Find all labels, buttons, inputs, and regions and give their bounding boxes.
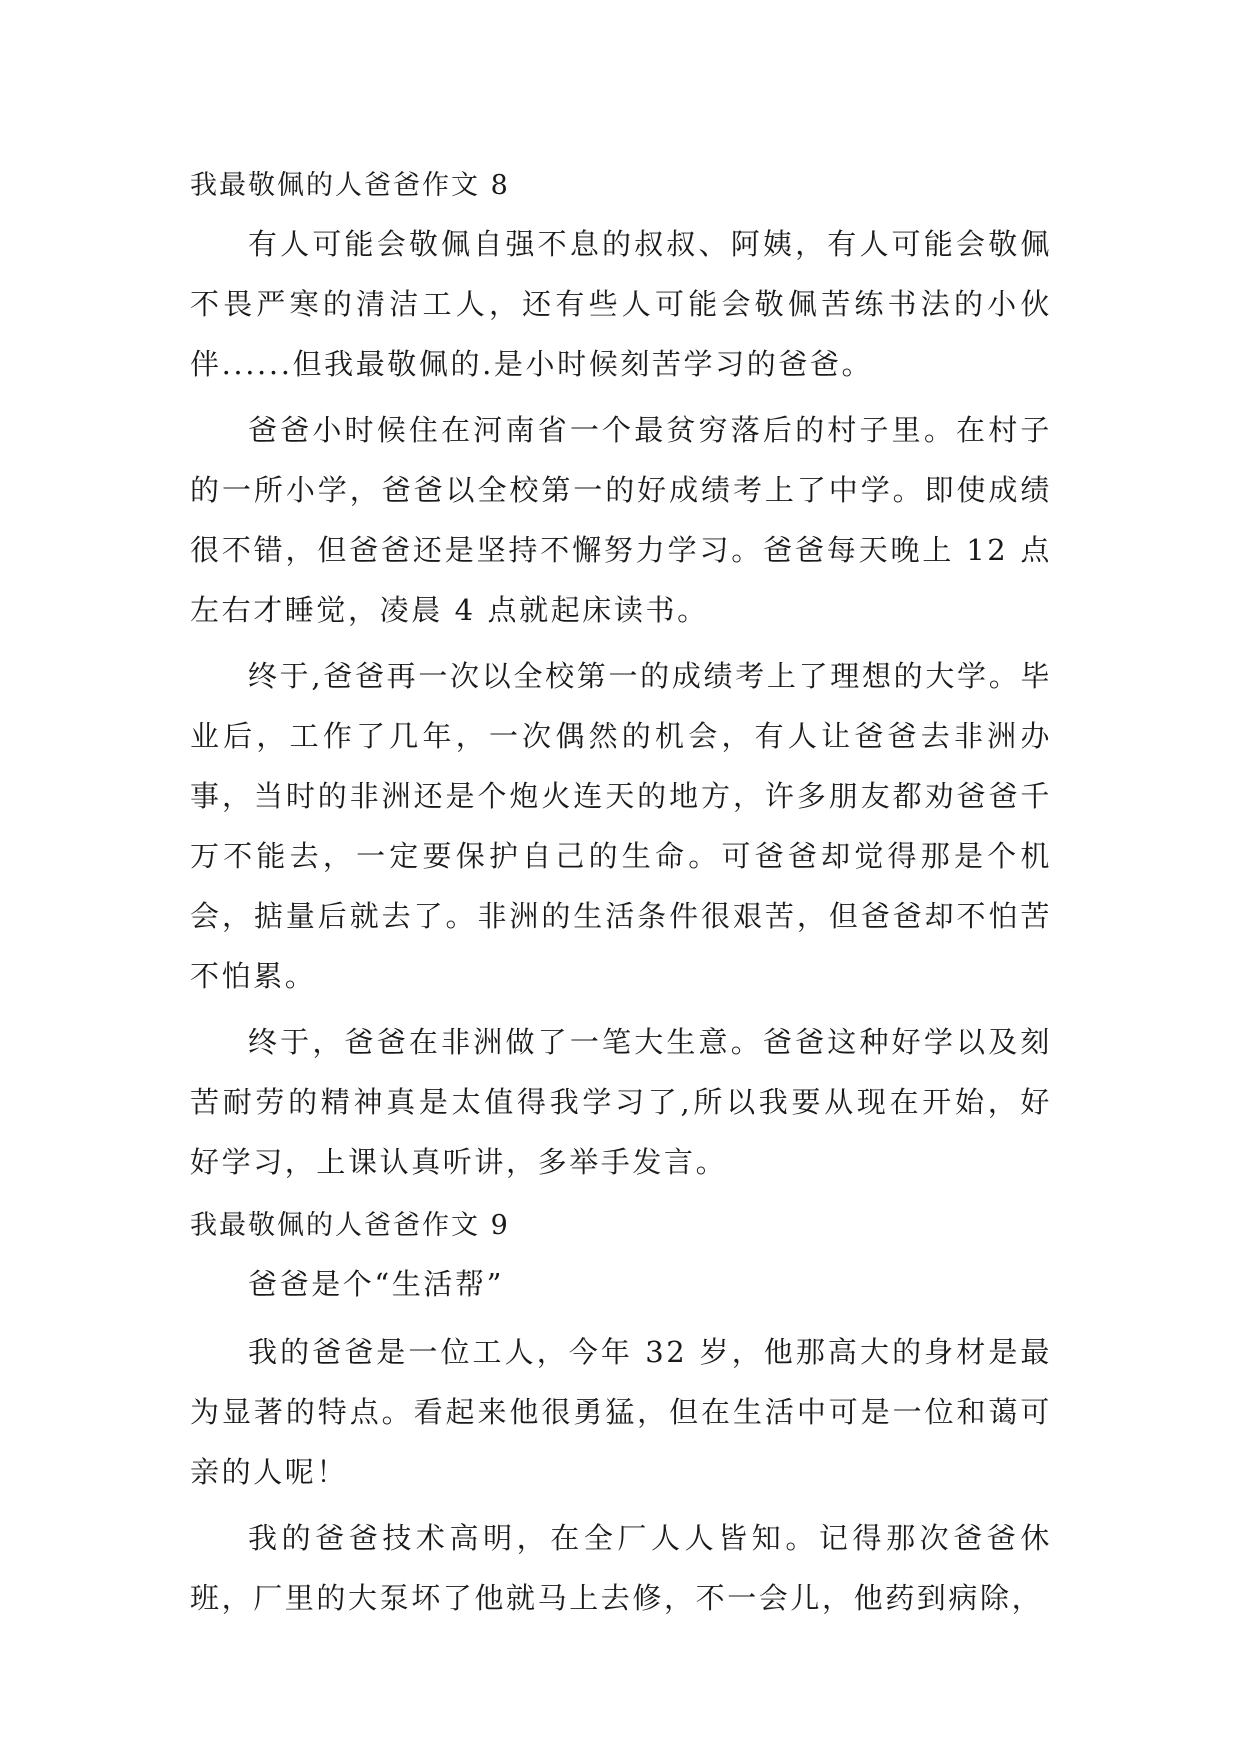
essay-title-9: 我最敬佩的人爸爸作文 9 bbox=[190, 1210, 510, 1241]
paragraph: 终于,爸爸再一次以全校第一的成绩考上了理想的大学。毕业后，工作了几年，一次偶然的机会，有人让爸爸去非洲办事，当时的非洲还是个炮火连天的地方，许多朋友都劝爸爸千万不能去，一定要保护自己的生命。可爸爸却觉得那是个机会，掂量后就去了。非洲的生活条件很艰苦，但爸爸却不怕苦不怕累。 bbox=[190, 659, 1052, 993]
paragraph: 我的爸爸是一位工人，今年 32 岁，他那高大的身材是最为显著的特点。看起来他很勇猛，但在生活中可是一位和蔼可亲的人呢！ bbox=[190, 1335, 1052, 1489]
essay-subtitle: 爸爸是个“生活帮” bbox=[248, 1267, 505, 1301]
paragraph: 终于，爸爸在非洲做了一笔大生意。爸爸这种好学以及刻苦耐劳的精神真是太值得我学习了,所以我要从现在开始，好好学习，上课认真听讲，多举手发言。 bbox=[190, 1025, 1052, 1179]
paragraph: 有人可能会敬佩自强不息的叔叔、阿姨，有人可能会敬佩不畏严寒的清洁工人，还有些人可能会敬佩苦练书法的小伙伴......但我最敬佩的.是小时候刻苦学习的爸爸。 bbox=[190, 227, 1052, 381]
essay-title-8: 我最敬佩的人爸爸作文 8 bbox=[190, 170, 510, 201]
paragraph: 我的爸爸技术高明，在全厂人人皆知。记得那次爸爸休班，厂里的大泵坏了他就马上去修，不一会儿，他药到病除， bbox=[190, 1521, 1052, 1615]
document-body bbox=[190, 158, 1052, 1634]
paragraph: 爸爸小时候住在河南省一个最贫穷落后的村子里。在村子的一所小学，爸爸以全校第一的好成绩考上了中学。即使成绩很不错，但爸爸还是坚持不懈努力学习。爸爸每天晚上 12 点左右才睡觉，凌晨 4 点就起床读书。 bbox=[190, 413, 1052, 627]
